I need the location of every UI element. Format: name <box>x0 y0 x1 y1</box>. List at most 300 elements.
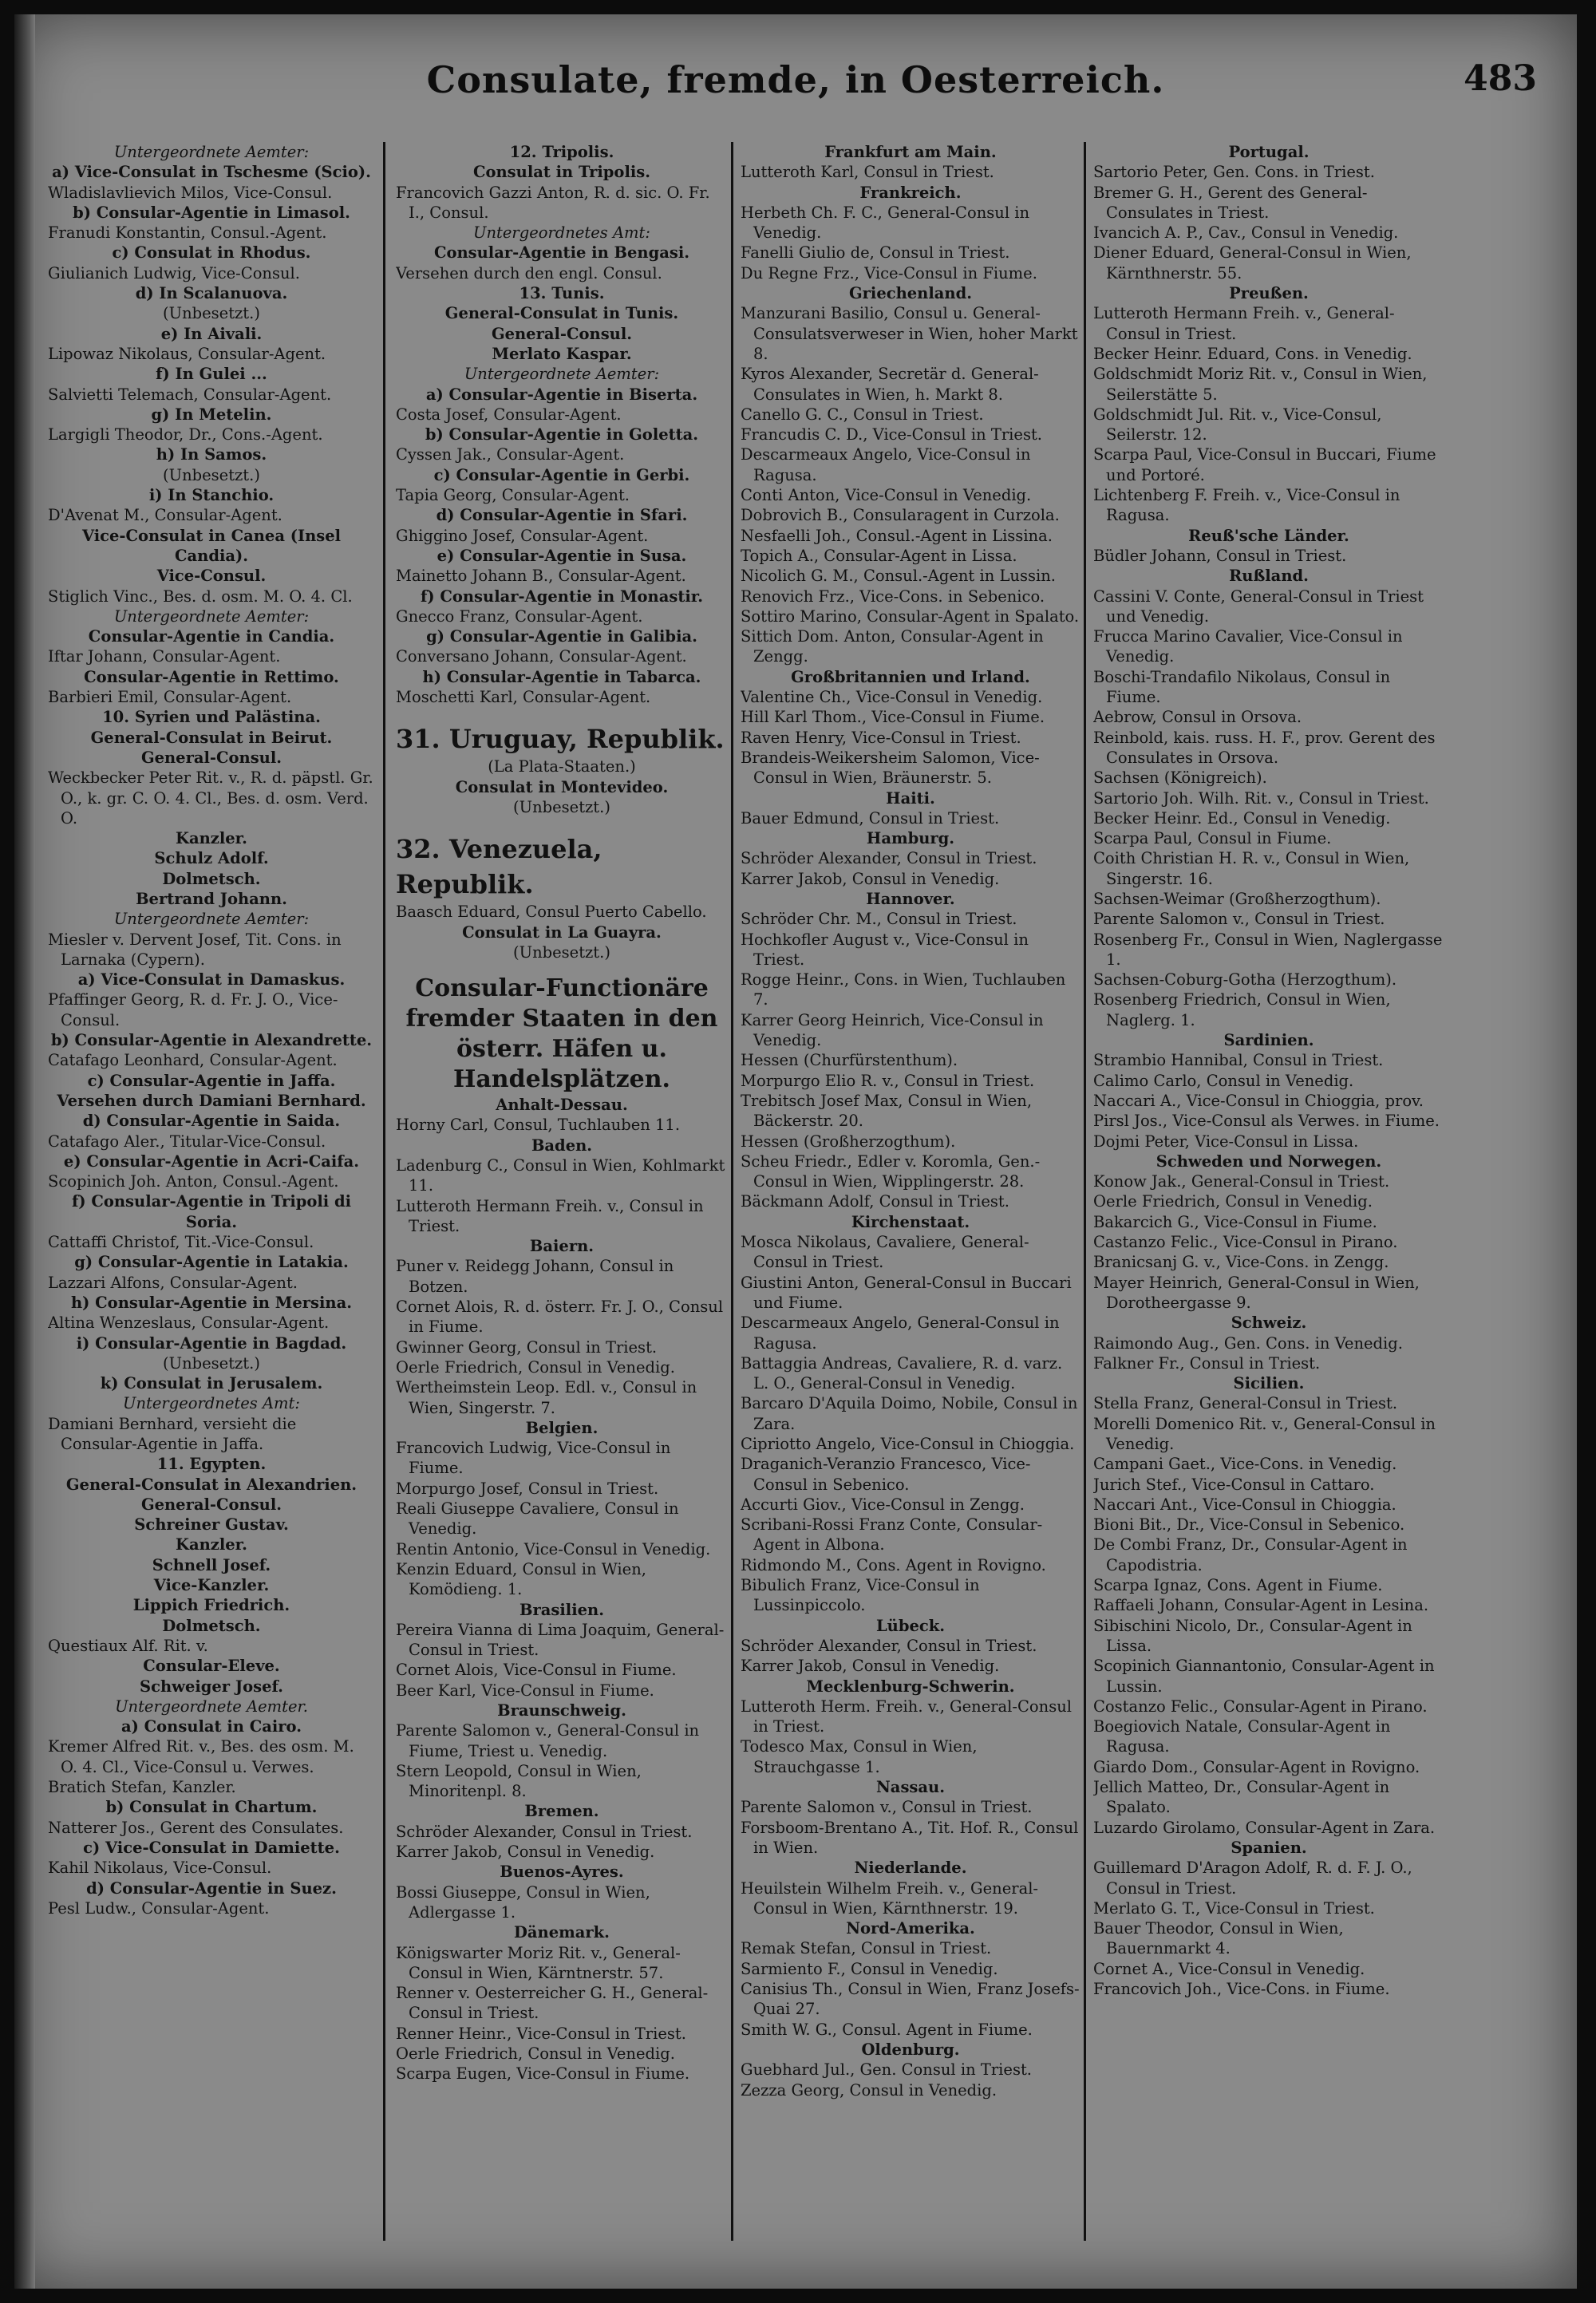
col1-line: i) Consular-Agentie in Bagdad. <box>76 1333 347 1353</box>
binding-edge <box>14 14 35 2289</box>
col3-line: Bäckmann Adolf, Consul in Triest. <box>741 1192 1009 1211</box>
column-rule <box>383 142 385 2241</box>
col2-line: Ladenburg C., Consul in Wien, Kohlmarkt 11. <box>396 1155 725 1195</box>
col2-line: Königswarter Moriz Rit. v., General-Consul in Wien, Kärntnerstr. 57. <box>396 1943 681 1982</box>
col3-line: Francudis C. D., Vice-Consul in Triest. <box>741 425 1042 444</box>
col1-line: k) Consulat in Jerusalem. <box>100 1374 323 1393</box>
col2-line: Stern Leopold, Consul in Wien, Minoritenpl. 8. <box>396 1761 642 1801</box>
col2-line: (Unbesetzt.) <box>513 797 610 816</box>
col4-line: Goldschmidt Moriz Rit. v., Consul in Wien, Seilerstätte 5. <box>1093 365 1428 404</box>
col3-line: Karrer Jakob, Consul in Venedig. <box>741 869 1000 888</box>
col4-line: Lichtenberg F. Freih. v., Vice-Consul in Ragusa. <box>1093 486 1400 525</box>
col2-line: Rentin Antonio, Vice-Consul in Venedig. <box>396 1539 711 1558</box>
col4-line: Falkner Fr., Consul in Triest. <box>1093 1353 1321 1373</box>
col1-line: Consular-Eleve. <box>143 1657 280 1676</box>
col2-line: Tapia Georg, Consular-Agent. <box>396 486 630 505</box>
col3-line: Oldenburg. <box>861 2040 960 2059</box>
col1-line: a) Vice-Consulat in Tschesme (Scio). <box>52 163 371 182</box>
col3-line: Schröder Chr. M., Consul in Triest. <box>741 910 1017 929</box>
col2-line: Horny Carl, Consul, Tuchlauben 11. <box>396 1116 681 1135</box>
col2-line: (La Plata-Staaten.) <box>488 757 636 776</box>
col1-line: Altina Wenzeslaus, Consular-Agent. <box>48 1313 330 1333</box>
col2-line: g) Consular-Agentie in Galibia. <box>426 627 697 646</box>
col4-line: Schweden und Norwegen. <box>1156 1152 1382 1171</box>
col1-line: Bertrand Johann. <box>136 889 287 908</box>
col3-line: Bauer Edmund, Consul in Triest. <box>741 808 1000 828</box>
col2-line: Versehen durch den engl. Consul. <box>396 263 662 282</box>
col3-line: Mecklenburg-Schwerin. <box>806 1677 1015 1696</box>
col1-line: Schnell Josef. <box>152 1555 271 1574</box>
col1-line: Barbieri Emil, Consular-Agent. <box>48 688 292 707</box>
column-4 <box>1093 142 1444 1999</box>
col3-line: Scribani-Rossi Franz Conte, Consular-Agent in Albona. <box>741 1515 1043 1554</box>
col1-line: Franudi Konstantin, Consul.-Agent. <box>48 223 327 243</box>
col4-line: Francovich Joh., Vice-Cons. in Fiume. <box>1093 1980 1390 1999</box>
col2-line: Renner Heinr., Vice-Consul in Triest. <box>396 2024 686 2043</box>
col3-line: Valentine Ch., Vice-Consul in Venedig. <box>741 688 1043 707</box>
col1-line: Lippich Friedrich. <box>132 1596 290 1615</box>
col4-line: Stella Franz, General-Consul in Triest. <box>1093 1394 1398 1413</box>
col1-line: Cattaffi Christof, Tit.-Vice-Consul. <box>48 1233 314 1252</box>
col4-line: Preußen. <box>1229 284 1309 303</box>
col3-line: Herbeth Ch. F. C., General-Consul in Venedig. <box>741 203 1030 243</box>
col2-line: Consulat in Montevideo. <box>455 777 669 796</box>
col2-line: b) Consular-Agentie in Goletta. <box>425 425 699 444</box>
col2-line: Baden. <box>531 1136 593 1155</box>
col4-line: Diener Eduard, General-Consul in Wien, Kärnthnerstr. 55. <box>1093 243 1412 282</box>
col2-line: Pereira Vianna di Lima Joaquim, General-Consul in Triest. <box>396 1620 725 1660</box>
col4-line: Castanzo Felic., Vice-Consul in Pirano. <box>1093 1233 1398 1252</box>
col1-line: c) Vice-Consulat in Damiette. <box>83 1838 340 1857</box>
col4-line: Becker Heinr. Eduard, Cons. in Venedig. <box>1093 344 1412 363</box>
col2-line: Buenos-Ayres. <box>500 1863 624 1882</box>
col4-line: Frucca Marino Cavalier, Vice-Consul in Venedig. <box>1093 627 1403 666</box>
col4-line: Rosenberg Fr., Consul in Wien, Naglergasse 1. <box>1093 930 1443 969</box>
col2-line: Consulat in La Guayra. <box>462 922 662 942</box>
col4-line: Sardinien. <box>1223 1031 1314 1050</box>
col1-line: Damiani Bernhard, versieht die Consular-Agentie in Jaffa. <box>48 1414 297 1453</box>
col4-line: Raffaeli Johann, Consular-Agent in Lesina. <box>1093 1596 1429 1615</box>
col3-line: Bibulich Franz, Vice-Consul in Lussinpiccolo. <box>741 1576 980 1615</box>
col3-line: Parente Salomon v., Consul in Triest. <box>741 1798 1033 1817</box>
col1-line: i) In Stanchio. <box>148 486 275 505</box>
col1-line: h) Consular-Agentie in Mersina. <box>70 1293 353 1312</box>
col2-line: Merlato Kaspar. <box>492 344 632 363</box>
col1-line: Catafago Aler., Titular-Vice-Consul. <box>48 1132 326 1151</box>
col4-line: Boegiovich Natale, Consular-Agent in Ragusa. <box>1093 1717 1391 1756</box>
col3-line: Accurti Giov., Vice-Consul in Zengg. <box>741 1495 1025 1514</box>
col1-line: Consular-Agentie in Rettimo. <box>84 667 339 686</box>
col1-line: Lipowaz Nikolaus, Consular-Agent. <box>48 344 326 363</box>
col4-line: Raimondo Aug., Gen. Cons. in Venedig. <box>1093 1333 1403 1353</box>
col3-line: Sottiro Marino, Consular-Agent in Spalato. <box>741 606 1080 626</box>
col1-line: e) Consular-Agentie in Acri-Caifa. <box>63 1152 360 1171</box>
col1-line: Giulianich Ludwig, Vice-Consul. <box>48 263 300 282</box>
col3-line: Mosca Nikolaus, Cavaliere, General-Consul in Triest. <box>741 1233 1029 1272</box>
col2-line: Karrer Jakob, Consul in Venedig. <box>396 1843 655 1862</box>
col2-line: Ghiggino Josef, Consular-Agent. <box>396 526 649 545</box>
col1-line: Questiaux Alf. Rit. v. <box>48 1636 208 1655</box>
col3-line: Brandeis-Weikersheim Salomon, Vice-Consul in Wien, Bräunerstr. 5. <box>741 748 1040 788</box>
col4-line: Guillemard D'Aragon Adolf, R. d. F. J. O., Consul in Triest. <box>1093 1859 1412 1898</box>
column-3 <box>741 142 1080 2100</box>
col2-line: Kenzin Eduard, Consul in Wien, Komödieng. 1. <box>396 1559 646 1599</box>
col2-line: Conversano Johann, Consular-Agent. <box>396 647 687 666</box>
col3-line: Dobrovich B., Consularagent in Curzola. <box>741 506 1060 525</box>
col3-line: Renovich Frz., Vice-Cons. in Sebenico. <box>741 587 1045 606</box>
col1-line: Miesler v. Dervent Josef, Tit. Cons. in Larnaka (Cypern). <box>48 930 342 969</box>
col2-line: h) Consular-Agentie in Tabarca. <box>422 667 701 686</box>
col1-line: Vice-Kanzler. <box>153 1576 270 1595</box>
col4-line: Giardo Dom., Consular-Agent in Rovigno. <box>1093 1757 1420 1776</box>
col3-line: Cipriotto Angelo, Vice-Consul in Chioggia. <box>741 1435 1075 1453</box>
col2-line: Oerle Friedrich, Consul in Venedig. <box>396 1357 675 1377</box>
col4-line: Bioni Bit., Dr., Vice-Consul in Sebenico. <box>1093 1515 1405 1535</box>
col1-line: Untergeordnete Aemter. <box>115 1697 308 1716</box>
col2-line: Parente Salomon v., General-Consul in Fiume, Triest u. Venedig. <box>396 1721 700 1760</box>
col2-line: Bremen. <box>524 1802 599 1821</box>
col1-line: a) Vice-Consulat in Damaskus. <box>77 970 346 990</box>
col1-line: g) In Metelin. <box>151 405 272 424</box>
col2-line: Baiern. <box>529 1237 595 1256</box>
col4-line: Scarpa Paul, Consul in Fiume. <box>1093 829 1332 848</box>
col2-line: a) Consular-Agentie in Biserta. <box>425 385 698 404</box>
col3-line: Nicolich G. M., Consul.-Agent in Lussin. <box>741 567 1056 586</box>
col1-line: General-Consul. <box>140 748 282 767</box>
col3-line: Heuilstein Wilhelm Freih. v., General-Consul in Wien, Kärnthnerstr. 19. <box>741 1878 1039 1918</box>
col3-line: Todesco Max, Consul in Wien, Strauchgasse 1. <box>741 1737 978 1776</box>
col2-line: Costa Josef, Consular-Agent. <box>396 405 622 424</box>
col3-line: Trebitsch Josef Max, Consul in Wien, Bäckerstr. 20. <box>741 1091 1033 1131</box>
col4-line: Naccari Ant., Vice-Consul in Chioggia. <box>1093 1495 1396 1514</box>
col3-line: Morpurgo Elio R. v., Consul in Triest. <box>741 1071 1035 1090</box>
col1-line: Catafago Leonhard, Consular-Agent. <box>48 1051 338 1070</box>
col3-line: Hessen (Großherzogthum). <box>741 1132 956 1151</box>
col2-line: Consular-Agentie in Bengasi. <box>433 243 690 263</box>
col2-line: Francovich Gazzi Anton, R. d. sic. O. Fr. I., Consul. <box>396 183 710 222</box>
col3-line: Großbritannien und Irland. <box>791 667 1030 686</box>
col1-line: g) Consular-Agentie in Latakia. <box>74 1253 349 1272</box>
col3-line: Draganich-Veranzio Francesco, Vice-Consul in Sebenico. <box>741 1455 1031 1494</box>
col3-line: Niederlande. <box>854 1859 967 1878</box>
col1-line: Stiglich Vinc., Bes. d. osm. M. O. 4. Cl. <box>48 587 353 606</box>
col1-line: D'Avenat M., Consular-Agent. <box>48 506 282 525</box>
col1-line: Weckbecker Peter Rit. v., R. d. päpstl. Gr. O., k. gr. C. O. 4. Cl., Bes. d. osm. Verd. O. <box>48 768 373 828</box>
col2-line: Puner v. Reidegg Johann, Consul in Botzen. <box>396 1257 674 1296</box>
col1-line: d) Consular-Agentie in Saida. <box>82 1112 341 1131</box>
col3-line: Nassau. <box>875 1778 946 1797</box>
col1-line: Dolmetsch. <box>162 1616 261 1635</box>
col3-line: Nord-Amerika. <box>846 1919 975 1938</box>
col4-line: Calimo Carlo, Consul in Venedig. <box>1093 1071 1354 1090</box>
col1-line: Schulz Adolf. <box>154 849 269 868</box>
col3-line: Conti Anton, Vice-Consul in Venedig. <box>741 486 1032 505</box>
col1-line: a) Consulat in Cairo. <box>120 1717 302 1736</box>
col2-line: Beer Karl, Vice-Consul in Fiume. <box>396 1681 654 1700</box>
col4-line: Büdler Johann, Consul in Triest. <box>1093 546 1347 565</box>
column-2 <box>396 142 728 2084</box>
col4-line: Becker Heinr. Ed., Consul in Venedig. <box>1093 808 1391 828</box>
col2-line: Baasch Eduard, Consul Puerto Cabello. <box>396 903 707 922</box>
col2-line: Wertheimstein Leop. Edl. v., Consul in Wien, Singerstr. 7. <box>396 1378 697 1417</box>
col2-line: Lutteroth Hermann Freih. v., Consul in Triest. <box>396 1196 704 1235</box>
col4-line: Goldschmidt Jul. Rit. v., Vice-Consul, Seilerstr. 12. <box>1093 405 1382 444</box>
col4-line: Bauer Theodor, Consul in Wien, Bauernmarkt 4. <box>1093 1919 1344 1958</box>
col4-line: Mayer Heinrich, General-Consul in Wien, Dorotheergasse 9. <box>1093 1273 1420 1312</box>
col2-line: Untergeordnete Aemter: <box>464 365 660 384</box>
col1-line: Consular-Agentie in Candia. <box>88 627 335 646</box>
col2-line: f) Consular-Agentie in Monastir. <box>420 587 704 606</box>
col1-line: Scopinich Joh. Anton, Consul.-Agent. <box>48 1172 339 1191</box>
col3-line: Nesfaelli Joh., Consul.-Agent in Lissina. <box>741 526 1053 545</box>
col2-line: d) Consular-Agentie in Sfari. <box>436 506 688 525</box>
col4-line: Sibischini Nicolo, Dr., Consular-Agent in Lissa. <box>1093 1616 1412 1655</box>
col2-line: Braunschweig. <box>497 1701 626 1720</box>
col4-line: Ivancich A. P., Cav., Consul in Venedig. <box>1093 223 1399 243</box>
col3-line: Schröder Alexander, Consul in Triest. <box>741 1636 1037 1655</box>
running-title: Consulate, fremde, in Oesterreich. <box>426 58 1165 101</box>
col4-line: Cornet A., Vice-Consul in Venedig. <box>1093 1959 1365 1978</box>
col3-line: Sittich Dom. Anton, Consular-Agent in Zengg. <box>741 627 1044 666</box>
col2-line: Anhalt-Dessau. <box>496 1096 628 1115</box>
col3-line: Kirchenstaat. <box>851 1212 970 1231</box>
page-header <box>46 58 1545 114</box>
col3-line: Barcaro D'Aquila Doimo, Nobile, Consul in Zara. <box>741 1394 1078 1433</box>
col4-line: Sartorio Joh. Wilh. Rit. v., Consul in Triest. <box>1093 788 1429 808</box>
col4-line: De Combi Franz, Dr., Consular-Agent in Capodistria. <box>1093 1535 1408 1574</box>
col1-line: General-Consul. <box>140 1495 282 1514</box>
col3-line: Forsboom-Brentano A., Tit. Hof. R., Consul in Wien. <box>741 1818 1079 1857</box>
col3-line: Karrer Jakob, Consul in Venedig. <box>741 1657 1000 1676</box>
col4-line: Bremer G. H., Gerent des General-Consulates in Triest. <box>1093 183 1368 222</box>
col1-line: Dolmetsch. <box>162 869 261 888</box>
col3-line: Karrer Georg Heinrich, Vice-Consul in Venedig. <box>741 1010 1044 1050</box>
col1-line: Untergeordnetes Amt: <box>123 1394 300 1413</box>
col4-line: Lutteroth Hermann Freih. v., General-Consul in Triest. <box>1093 304 1395 343</box>
col3-line: Scheu Friedr., Edler v. Koromla, Gen.-Consul in Wien, Wipplingerstr. 28. <box>741 1152 1041 1191</box>
col4-line: Sicilien. <box>1233 1374 1305 1393</box>
col4-line: Morelli Domenico Rit. v., General-Consul in Venedig. <box>1093 1414 1436 1453</box>
col2-line: General-Consul. <box>491 324 633 343</box>
col4-line: Schweiz. <box>1231 1313 1307 1333</box>
col2-line: Untergeordnetes Amt: <box>473 223 650 243</box>
col4-line: Scarpa Paul, Vice-Consul in Buccari, Fiume und Portoré. <box>1093 445 1436 484</box>
col2-line: 12. Tripolis. <box>509 143 614 161</box>
col3-line: Guebhard Jul., Gen. Consul in Triest. <box>741 2060 1032 2080</box>
col3-line: Griechenland. <box>848 284 973 303</box>
col3-line: Lutteroth Karl, Consul in Triest. <box>741 163 994 182</box>
col4-line: Coith Christian H. R. v., Consul in Wien, Singerstr. 16. <box>1093 849 1410 888</box>
col2-line: Bossi Giuseppe, Consul in Wien, Adlergasse 1. <box>396 1882 650 1922</box>
col2-line: Dänemark. <box>514 1923 610 1942</box>
col2-line: Consulat in Tripolis. <box>472 163 651 182</box>
col4-line: Jellich Matteo, Dr., Consular-Agent in Spalato. <box>1093 1778 1390 1817</box>
col4-line: Portugal. <box>1228 143 1310 161</box>
col3-line: Zezza Georg, Consul in Venedig. <box>741 2080 998 2100</box>
col1-line: Pfaffinger Georg, R. d. Fr. J. O., Vice-Consul. <box>48 990 338 1029</box>
col4-line: Luzardo Girolamo, Consular-Agent in Zara. <box>1093 1818 1436 1837</box>
col1-line: Schweiger Josef. <box>140 1677 283 1696</box>
col2-line: 32. Venezuela, Republik. <box>396 834 602 900</box>
column-rule <box>1084 142 1086 2241</box>
col1-line: Untergeordnete Aemter: <box>113 606 310 626</box>
col1-line: Versehen durch Damiani Bernhard. <box>57 1091 366 1110</box>
col4-line: Boschi-Trandafilo Nikolaus, Consul in Fiume. <box>1093 667 1391 707</box>
col3-line: Lutteroth Herm. Freih. v., General-Consul in Triest. <box>741 1697 1073 1736</box>
col3-line: Canisius Th., Consul in Wien, Franz Josefs-Quai 27. <box>741 1980 1080 2019</box>
col3-line: Hamburg. <box>866 829 955 848</box>
col2-line: Moschetti Karl, Consular-Agent. <box>396 688 651 707</box>
col4-line: Bakarcich G., Vice-Consul in Fiume. <box>1093 1212 1377 1231</box>
col2-line: Renner v. Oesterreicher G. H., General-Consul in Triest. <box>396 1984 709 2023</box>
col3-line: Sarmiento F., Consul in Venedig. <box>741 1959 998 1978</box>
col4-line: Sachsen-Coburg-Gotha (Herzogthum). <box>1093 970 1397 990</box>
col1-line: General-Consulat in Alexandrien. <box>65 1475 358 1494</box>
col3-line: Topich A., Consular-Agent in Lissa. <box>741 546 1017 565</box>
col1-line: Untergeordnete Aemter: <box>113 910 310 929</box>
col2-line: (Unbesetzt.) <box>513 942 610 962</box>
col1-line: Kremer Alfred Rit. v., Bes. des osm. M. O. 4. Cl., Vice-Consul u. Verwes. <box>48 1737 354 1776</box>
col2-line: Reali Giuseppe Cavaliere, Consul in Venedig. <box>396 1499 679 1539</box>
col4-line: Aebrow, Consul in Orsova. <box>1093 708 1302 727</box>
col1-line: Lazzari Alfons, Consular-Agent. <box>48 1273 298 1292</box>
col1-line: f) In Gulei ... <box>156 365 267 384</box>
col2-line: Scarpa Eugen, Vice-Consul in Fiume. <box>396 2064 690 2084</box>
col4-line: Rosenberg Friedrich, Consul in Wien, Naglerg. 1. <box>1093 990 1391 1029</box>
col1-line: Schreiner Gustav. <box>134 1515 289 1535</box>
col1-line: 10. Syrien und Palästina. <box>102 708 321 727</box>
col4-line: Reuß'sche Länder. <box>1188 526 1349 545</box>
col2-line: 31. Uruguay, Republik. <box>396 724 725 755</box>
col3-line: Hochkofler August v., Vice-Consul in Triest. <box>741 930 1029 969</box>
col4-line: Scarpa Ignaz, Cons. Agent in Fiume. <box>1093 1576 1383 1595</box>
col3-line: Rogge Heinr., Cons. in Wien, Tuchlauben 7. <box>741 970 1066 1009</box>
col1-line: (Unbesetzt.) <box>163 304 260 323</box>
col1-line: b) Consulat in Chartum. <box>105 1798 318 1817</box>
col4-line: Oerle Friedrich, Consul in Venedig. <box>1093 1192 1373 1211</box>
col2-line: Brasilien. <box>519 1600 604 1619</box>
col4-line: Spanien. <box>1231 1838 1307 1857</box>
col4-line: Sachsen (Königreich). <box>1093 768 1267 788</box>
col2-line: Cyssen Jak., Consular-Agent. <box>396 445 625 464</box>
col1-line: Kanzler. <box>176 829 247 848</box>
col1-line: General-Consulat in Beirut. <box>90 728 333 747</box>
col1-line: Kanzler. <box>176 1535 247 1554</box>
col2-line: Gwinner Georg, Consul in Triest. <box>396 1337 658 1357</box>
col2-line: Francovich Ludwig, Vice-Consul in Fiume. <box>396 1439 671 1478</box>
col4-line: Rußland. <box>1229 567 1309 586</box>
col1-line: (Unbesetzt.) <box>163 1353 260 1373</box>
col1-line: (Unbesetzt.) <box>163 465 260 484</box>
col4-line: Pirsl Jos., Vice-Consul als Verwes. in Fiume. <box>1093 1112 1440 1131</box>
col3-line: Descarmeaux Angelo, General-Consul in Ragusa. <box>741 1313 1060 1353</box>
col2-line: 13. Tunis. <box>519 284 605 303</box>
col4-line: Reinbold, kais. russ. H. F., prov. Gerent des Consulates in Orsova. <box>1093 728 1436 767</box>
document-page <box>14 14 1577 2289</box>
column-rule <box>731 142 733 2241</box>
col4-line: Parente Salomon v., Consul in Triest. <box>1093 910 1385 929</box>
col1-line: e) In Aivali. <box>160 324 263 343</box>
col1-line: d) Consular-Agentie in Suez. <box>86 1878 337 1898</box>
col1-line: Vice-Consul. <box>156 567 267 586</box>
col3-line: Fanelli Giulio de, Consul in Triest. <box>741 243 1010 263</box>
col2-line: c) Consular-Agentie in Gerbi. <box>433 465 690 484</box>
col4-line: Cassini V. Conte, General-Consul in Triest und Venedig. <box>1093 587 1424 626</box>
col3-line: Hill Karl Thom., Vice-Consul in Fiume. <box>741 708 1045 727</box>
col3-line: Descarmeaux Angelo, Vice-Consul in Ragusa. <box>741 445 1031 484</box>
col3-line: Smith W. G., Consul. Agent in Fiume. <box>741 2020 1033 2039</box>
col1-line: c) Consular-Agentie in Jaffa. <box>87 1071 336 1090</box>
col3-line: Frankreich. <box>859 183 962 202</box>
col2-line: Gnecco Franz, Consular-Agent. <box>396 606 643 626</box>
col3-line: Hannover. <box>866 889 955 908</box>
col1-line: Bratich Stefan, Kanzler. <box>48 1778 236 1797</box>
col1-line: f) Consular-Agentie in Tripoli di Soria. <box>71 1192 352 1231</box>
col1-line: 11. Egypten. <box>156 1455 267 1474</box>
col1-line: Iftar Johann, Consular-Agent. <box>48 647 281 666</box>
col3-line: Frankfurt am Main. <box>824 143 997 161</box>
col2-line: Consular-Functionäre fremder Staaten in den österr. Häfen u. Handelsplätzen. <box>405 974 718 1094</box>
col4-line: Scopinich Giannantonio, Consular-Agent in Lussin. <box>1093 1657 1435 1696</box>
col1-line: b) Consular-Agentie in Alexandrette. <box>50 1031 373 1050</box>
col2-line: e) Consular-Agentie in Susa. <box>437 546 687 565</box>
col3-line: Battaggia Andreas, Cavaliere, R. d. varz. L. O., General-Consul in Venedig. <box>741 1353 1063 1393</box>
col2-line: Oerle Friedrich, Consul in Venedig. <box>396 2044 675 2064</box>
col1-line: Wladislavlievich Milos, Vice-Consul. <box>48 183 333 202</box>
col1-line: b) Consular-Agentie in Limasol. <box>73 203 350 222</box>
col2-line: General-Consulat in Tunis. <box>444 304 679 323</box>
col4-line: Sartorio Peter, Gen. Cons. in Triest. <box>1093 163 1375 182</box>
col1-line: Vice-Consulat in Canea (Insel Candia). <box>81 526 342 565</box>
col3-line: Canello G. C., Consul in Triest. <box>741 405 984 424</box>
col3-line: Raven Henry, Vice-Consul in Triest. <box>741 728 1021 747</box>
col4-line: Naccari A., Vice-Consul in Chioggia, prov. <box>1093 1091 1424 1110</box>
col3-line: Schröder Alexander, Consul in Triest. <box>741 849 1037 868</box>
col1-line: Kahil Nikolaus, Vice-Consul. <box>48 1859 272 1878</box>
col1-line: Salvietti Telemach, Consular-Agent. <box>48 385 332 404</box>
col2-line: Cornet Alois, R. d. österr. Fr. J. O., Consul in Fiume. <box>396 1298 724 1337</box>
col3-line: Lübeck. <box>875 1616 946 1635</box>
col1-line: h) In Samos. <box>156 445 267 464</box>
page-number: 483 <box>1464 58 1537 99</box>
col3-line: Giustini Anton, General-Consul in Buccari und Fiume. <box>741 1273 1072 1312</box>
col3-line: Hessen (Churfürstenthum). <box>741 1051 958 1070</box>
column-1 <box>48 142 375 1918</box>
col2-line: Schröder Alexander, Consul in Triest. <box>396 1822 693 1841</box>
col1-line: Largigli Theodor, Dr., Cons.-Agent. <box>48 425 323 444</box>
col1-line: Natterer Jos., Gerent des Consulates. <box>48 1818 344 1837</box>
col4-line: Konow Jak., General-Consul in Triest. <box>1093 1172 1390 1191</box>
col3-line: Kyros Alexander, Secretär d. General-Consulates in Wien, h. Markt 8. <box>741 365 1039 404</box>
col4-line: Campani Gaet., Vice-Cons. in Venedig. <box>1093 1455 1397 1474</box>
col2-line: Morpurgo Josef, Consul in Triest. <box>396 1479 659 1498</box>
col4-line: Costanzo Felic., Consular-Agent in Pirano. <box>1093 1697 1428 1716</box>
col1-line: Untergeordnete Aemter: <box>113 143 310 161</box>
col4-line: Jurich Stef., Vice-Consul in Cattaro. <box>1093 1475 1375 1494</box>
col3-line: Manzurani Basilio, Consul u. General-Consulatsverweser in Wien, hoher Markt 8. <box>741 304 1078 363</box>
col4-line: Sachsen-Weimar (Großherzogthum). <box>1093 889 1381 908</box>
col4-line: Merlato G. T., Vice-Consul in Triest. <box>1093 1898 1375 1918</box>
col1-line: Pesl Ludw., Consular-Agent. <box>48 1898 270 1918</box>
col1-line: c) Consulat in Rhodus. <box>112 243 311 263</box>
col2-line: Cornet Alois, Vice-Consul in Fiume. <box>396 1661 677 1680</box>
col3-line: Haiti. <box>886 788 935 808</box>
col3-line: Du Regne Frz., Vice-Consul in Fiume. <box>741 263 1037 282</box>
col2-line: Belgien. <box>525 1418 598 1437</box>
col3-line: Remak Stefan, Consul in Triest. <box>741 1939 992 1958</box>
col2-line: Mainetto Johann B., Consular-Agent. <box>396 567 686 586</box>
col4-line: Dojmi Peter, Vice-Consul in Lissa. <box>1093 1132 1359 1151</box>
